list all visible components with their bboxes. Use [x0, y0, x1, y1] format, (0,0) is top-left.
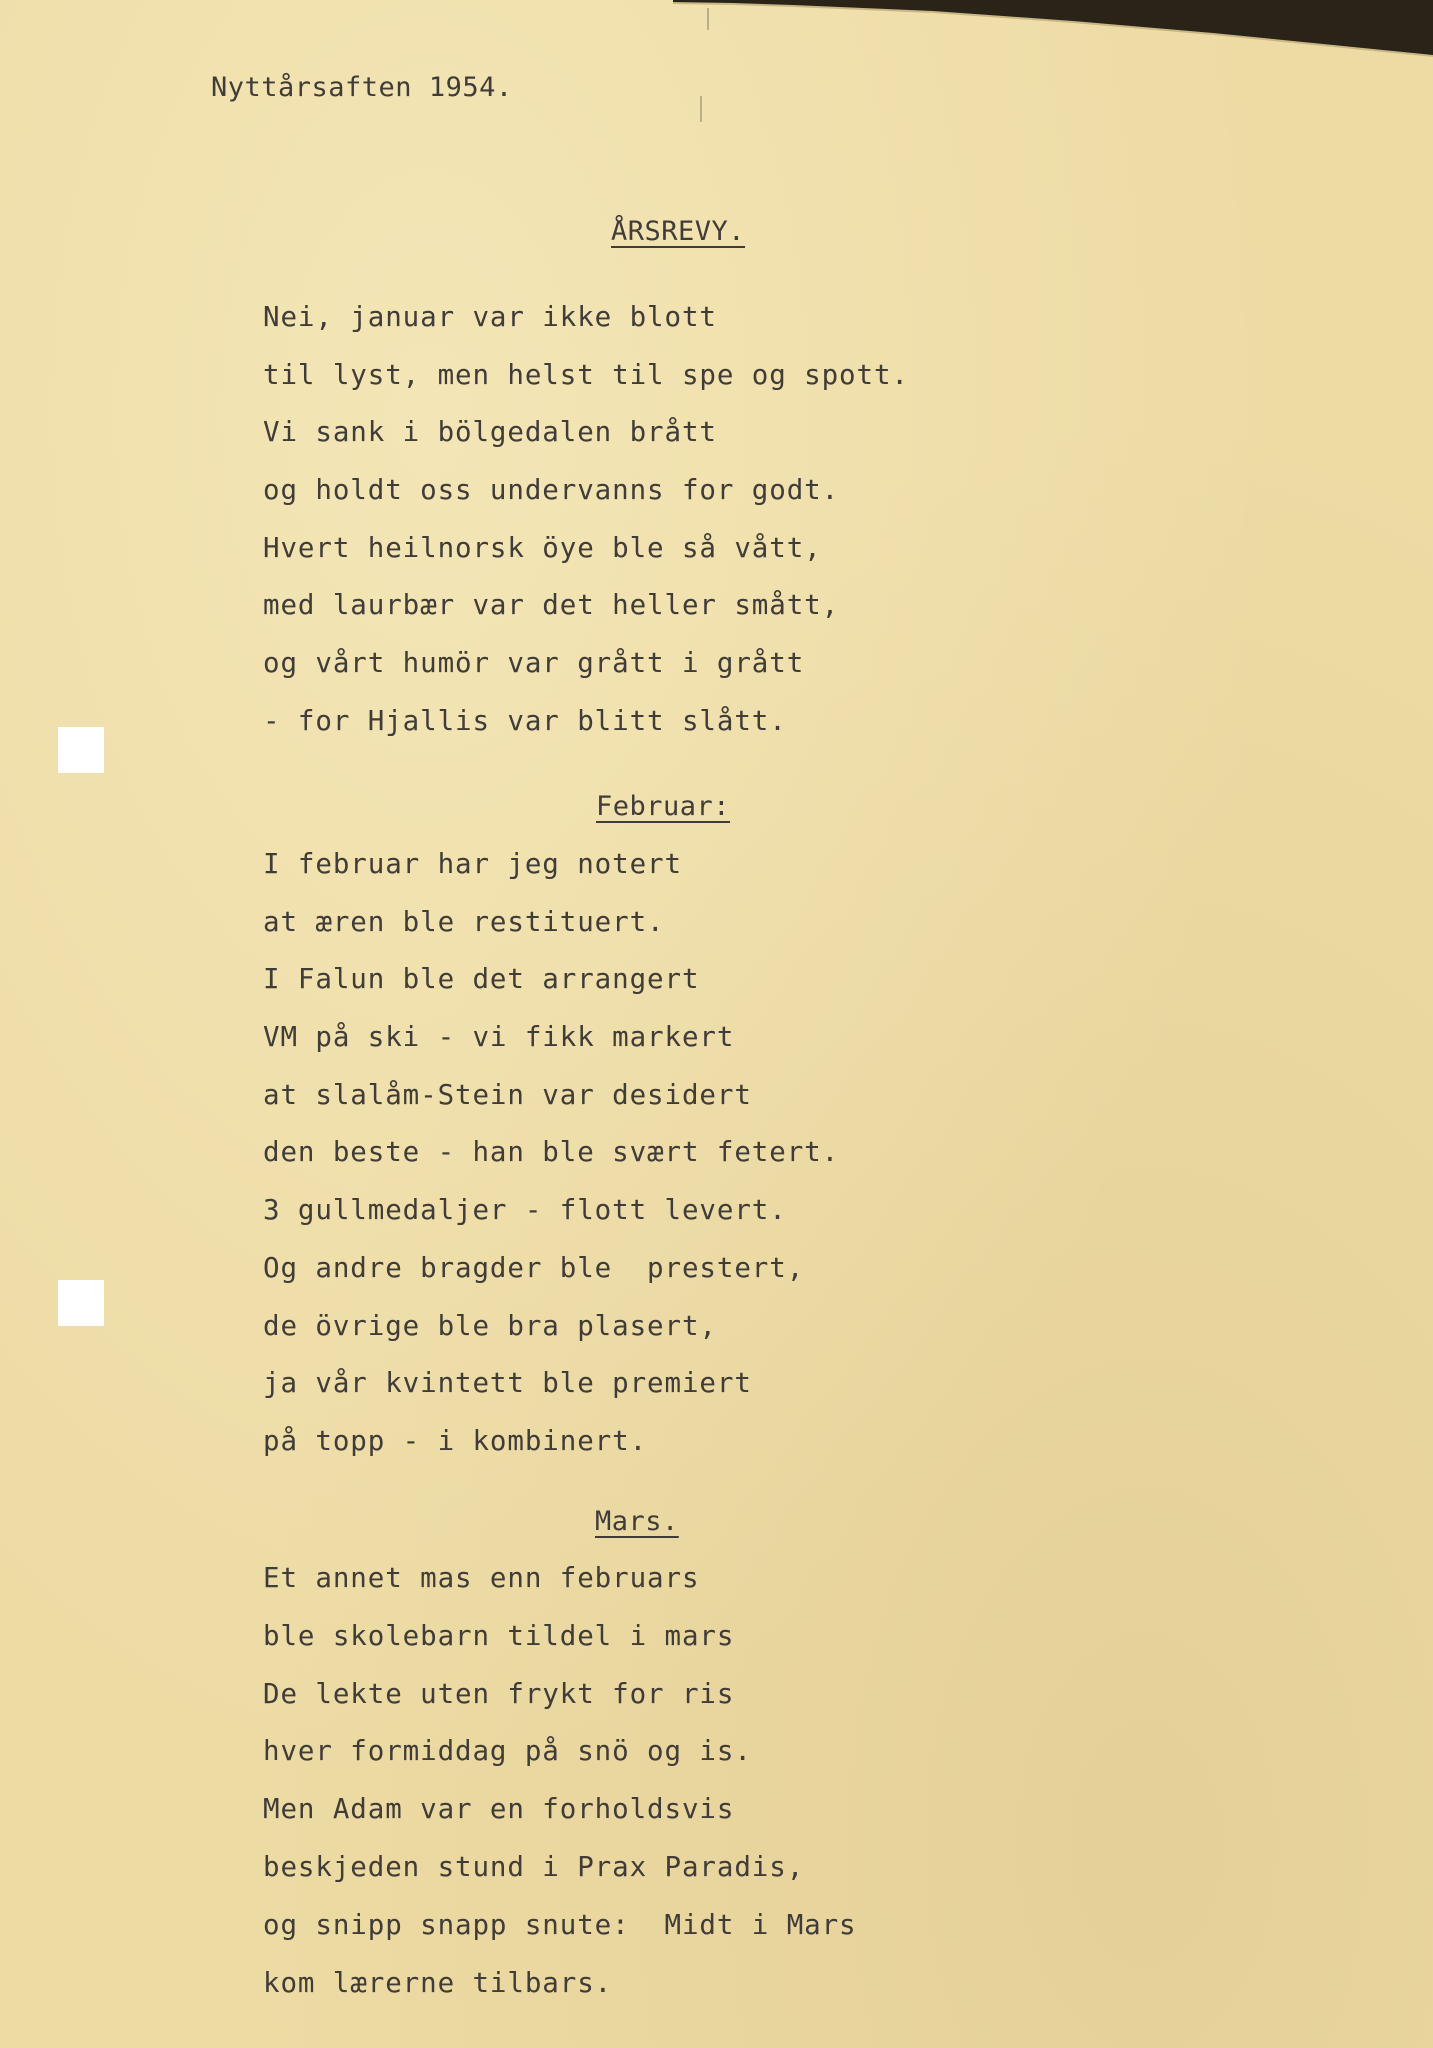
- torn-paper-edge: [673, 0, 1433, 60]
- verse-line: I Falun ble det arrangert: [263, 963, 700, 996]
- section-heading-text: Februar:: [596, 791, 731, 822]
- verse-line: Vi sank i bölgedalen brått: [263, 416, 717, 449]
- verse-line: med laurbær var det heller smått,: [263, 589, 840, 622]
- verse-line: til lyst, men helst til spe og spott.: [263, 358, 909, 391]
- verse-line: og vårt humör var grått i grått: [263, 647, 805, 680]
- verse-line: Hvert heilnorsk öye ble så vått,: [263, 531, 822, 564]
- section-heading-text: Mars.: [595, 1506, 679, 1537]
- verse-line: de övrige ble bra plasert,: [263, 1309, 717, 1342]
- verse-line: hver formiddag på snö og is.: [263, 1735, 752, 1768]
- verse-line: Og andre bragder ble prestert,: [263, 1251, 805, 1284]
- punch-hole-lower: [58, 1280, 104, 1326]
- stanza-februar: [263, 836, 839, 1471]
- verse-line: på topp - i kombinert.: [263, 1424, 648, 1457]
- stanza-januar: [263, 289, 909, 751]
- verse-line: 3 gullmedaljer - flott levert.: [263, 1194, 787, 1227]
- verse-line: Et annet mas enn februars: [263, 1562, 700, 1594]
- section-heading-mars: [595, 1506, 679, 1537]
- document-title: [611, 216, 745, 247]
- verse-line: kom lærerne tilbars.: [263, 1966, 613, 1999]
- dateline: Nyttårsaften 1954.: [211, 72, 513, 103]
- punch-hole-upper: [58, 727, 104, 773]
- section-heading-februar: [596, 791, 730, 822]
- verse-line: at æren ble restituert.: [263, 905, 665, 938]
- verse-line: beskjeden stund i Prax Paradis,: [263, 1850, 805, 1883]
- verse-line: og holdt oss undervanns for godt.: [263, 474, 840, 507]
- verse-line: - for Hjallis var blitt slått.: [263, 704, 787, 737]
- verse-line: den beste - han ble svært fetert.: [263, 1136, 840, 1169]
- verse-line: Men Adam var en forholdsvis: [263, 1793, 735, 1826]
- verse-line: VM på ski - vi fikk markert: [263, 1021, 735, 1054]
- verse-line: at slalåm-Stein var desidert: [263, 1078, 752, 1111]
- paper-mark: [707, 8, 709, 30]
- verse-line: ja vår kvintett ble premiert: [263, 1367, 752, 1400]
- verse-line: og snipp snapp snute: Midt i Mars: [263, 1908, 857, 1941]
- verse-line: Nei, januar var ikke blott: [263, 301, 717, 333]
- verse-line: ble skolebarn tildel i mars: [263, 1619, 735, 1652]
- title-text: ÅRSREVY.: [611, 216, 746, 247]
- paper-mark: [700, 96, 702, 122]
- verse-line: De lekte uten frykt for ris: [263, 1677, 735, 1710]
- stanza-mars: [263, 1550, 857, 2012]
- verse-line: I februar har jeg notert: [263, 848, 682, 880]
